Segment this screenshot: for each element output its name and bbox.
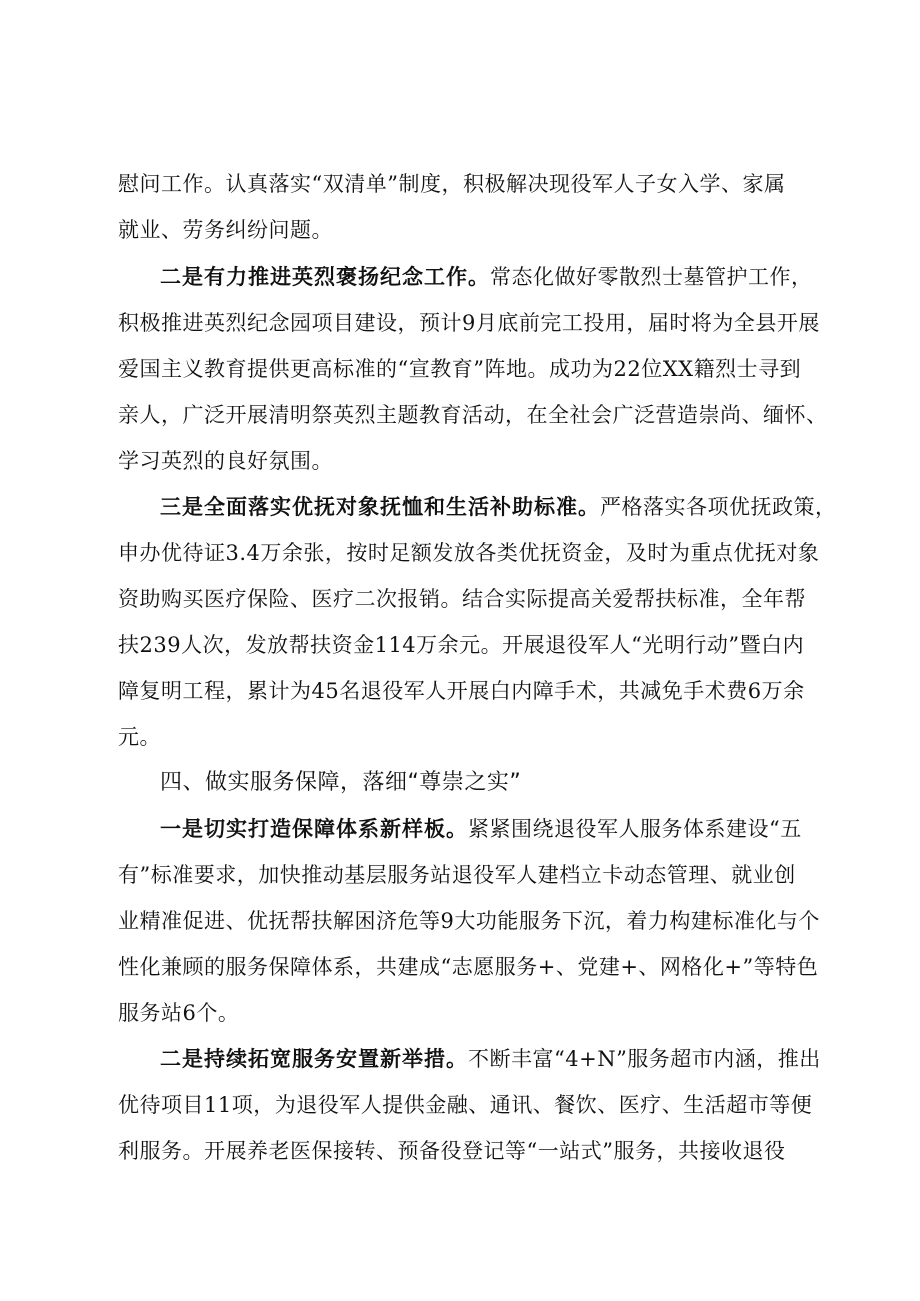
paragraph-5-line-1 <box>160 1037 821 1081</box>
paragraph-5-lead: 二是持续拓宽服务安置新举措。 <box>160 1047 468 1071</box>
paragraph-2-line-4: 亲人，广泛开展清明祭英烈主题教育活动，在全社会广泛营造崇尚、缅怀、 <box>118 403 828 427</box>
paragraph-4-line-1 <box>160 807 802 851</box>
paragraph-4-line-4: 性化兼顾的服务保障体系，共建成“志愿服务+、党建+、网格化+”等特色 <box>118 955 819 979</box>
paragraph-2-line-5: 学习英烈的良好氛围。 <box>118 449 333 473</box>
paragraph-4-line-3: 业精准促进、优抚帮扶解困济危等9大功能服务下沉，着力构建标准化与个 <box>118 909 820 933</box>
paragraph-5-line-3: 利服务。开展养老医保接转、预备役登记等“一站式”服务，共接收退役 <box>118 1139 786 1163</box>
paragraph-4-line-2: 有”标准要求，加快推动基层服务站退役军人建档立卡动态管理、就业创 <box>118 863 796 887</box>
paragraph-3-line-4: 扶239人次，发放帮扶资金114万余元。开展退役军人“光明行动”暨白内 <box>118 633 805 657</box>
paragraph-4-lead: 一是切实打造保障体系新样板。 <box>160 817 468 841</box>
paragraph-3-line-2: 申办优待证3.4万余张，按时足额发放各类优抚资金，及时为重点优抚对象 <box>118 541 820 565</box>
paragraph-4-line-1-rest: 紧紧围绕退役军人服务体系建设“五 <box>468 817 802 841</box>
paragraph-3-line-1 <box>160 485 837 529</box>
paragraph-3-line-1-rest: 严格落实各项优抚政策， <box>600 495 837 519</box>
paragraph-4-line-5: 服务站6个。 <box>118 1001 240 1025</box>
paragraph-3-lead: 三是全面落实优抚对象抚恤和生活补助标准。 <box>160 495 600 519</box>
paragraph-5-line-1-rest: 不断丰富“4+N”服务超市内涵，推出 <box>468 1047 821 1071</box>
paragraph-3-line-3: 资助购买医疗保险、医疗二次报销。结合实际提高关爱帮扶标准，全年帮 <box>118 587 806 611</box>
paragraph-2-line-1-rest: 常态化做好零散烈士墓管护工作， <box>490 265 813 289</box>
paragraph-3-line-5: 障复明工程，累计为45名退役军人开展白内障手术，共减免手术费6万余 <box>118 679 805 703</box>
paragraph-2-line-2: 积极推进英烈纪念园项目建设，预计9月底前完工投用，届时将为全县开展 <box>118 311 820 335</box>
paragraph-2-lead: 二是有力推进英烈褒扬纪念工作。 <box>160 265 490 289</box>
paragraph-1-line-2: 就业、劳务纠纷问题。 <box>118 218 333 242</box>
paragraph-5-line-2: 优待项目11项，为退役军人提供金融、通讯、餐饮、医疗、生活超市等便 <box>118 1093 813 1117</box>
paragraph-1-line-1: 慰问工作。认真落实“双清单”制度，积极解决现役军人子女入学、家属 <box>118 172 786 196</box>
paragraph-3-line-6: 元。 <box>118 725 161 749</box>
paragraph-2-line-1 <box>160 255 813 299</box>
paragraph-2-line-3: 爱国主义教育提供更高标准的“宣教育”阵地。成功为22位XX籍烈士寻到 <box>118 357 802 381</box>
section-heading: 四、做实服务保障，落细“尊崇之实” <box>160 770 522 795</box>
